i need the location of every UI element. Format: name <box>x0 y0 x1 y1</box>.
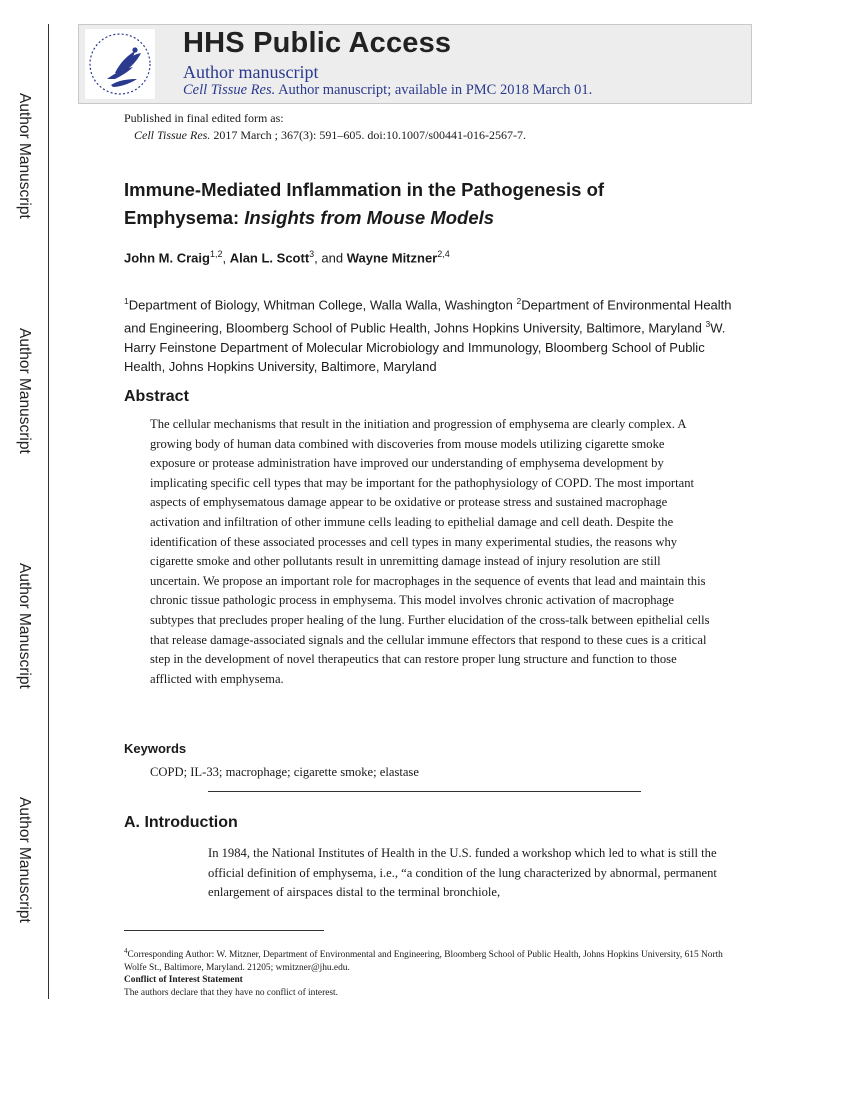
journal-availability <box>183 82 592 99</box>
keywords-body: COPD; IL-33; macrophage; cigarette smoke; elastase <box>150 765 419 779</box>
hhs-eagle-logo-icon <box>85 29 155 99</box>
availability-text: Author manuscript; available in PMC 2018 March 01. <box>275 82 593 98</box>
hhs-header <box>78 24 752 104</box>
abstract-body: The cellular mechanisms that result in the initiation and progression of emphysema are clearly complex. A growing body of human data combined with discoveries from mouse models utilizing cigarette smoke exposure or protease administration have improved our understanding of emphysema development by implicating specific cell types that may be important for the pathophysiology of COPD. The most important aspects of emphysematous damage appear to be oxidative or protease stress and sustained macrophage activation and infiltration of other immune cells leading to epithelial damage and cell death. Despite the identification of these associated processes and cell types in many experimental studies, the reasons why cigarette smoke and other pollutants result in unremitting damage instead of injury resolution are still uncertain. We propose an important role for macrophages in the sequence of events that lead and maintain this chronic tissue pathologic process in emphysema. This model involves chronic activation of macrophage subtypes that precludes proper healing of the lung. Further elucidation of the cross-talk between epithelial cells that release damage-associated signals and the cellular immune effectors that respond to these cues is a critical step in the development of novel therapeutics that can restore proper lung structure and function to those afflicted with emphysema. <box>150 417 710 686</box>
corresponding-author-footnote <box>124 945 724 974</box>
hhs-public-access-title: HHS Public Access <box>183 27 452 59</box>
affil-text: Department of Biology, Whitman College, Walla Walla, Washington <box>128 297 517 313</box>
author-affil-sup: 3 <box>309 249 315 259</box>
journal-abbrev: Cell Tissue Res. <box>183 82 276 98</box>
footnote-marker: 4 <box>124 947 128 955</box>
coi-body: The authors declare that they have no conflict of interest. <box>124 988 338 998</box>
published-citation <box>124 127 526 144</box>
published-citation-text: 2017 March ; 367(3): 591–605. doi:10.1007/s00441-016-2567-7. <box>210 128 526 142</box>
section-divider <box>208 791 641 792</box>
article-title <box>124 176 744 232</box>
affil-text: Department of Environmental Health and Engineering, Bloomberg School of Public Health, Johns Hopkins University, Baltimore, Maryland <box>124 297 732 336</box>
author-manuscript-label: Author manuscript <box>183 62 319 82</box>
published-in <box>124 110 526 144</box>
author-separator: , and <box>314 250 347 266</box>
coi-heading: Conflict of Interest Statement <box>124 975 243 985</box>
published-journal: Cell Tissue Res. <box>134 128 211 142</box>
author-name: Wayne Mitzner <box>346 250 438 266</box>
author-separator: , <box>222 250 230 266</box>
published-label: Published in final edited form as: <box>124 111 284 125</box>
affil-sup: 1 <box>124 296 129 306</box>
introduction-body: In 1984, the National Institutes of Health in the U.S. funded a workshop which led to what is still the official definition of emphysema, i.e., “a condition of the lung characterized by abnormal, permanent enlargement of airspaces distal to the terminal bronchiole, <box>208 846 717 900</box>
author-name: Alan L. Scott <box>229 250 310 266</box>
keywords-heading: Keywords <box>124 741 187 756</box>
author-affil-sup: 1,2 <box>209 249 223 259</box>
author-name: John M. Craig <box>124 250 210 266</box>
affil-sup: 2 <box>516 296 522 306</box>
author-list <box>124 249 450 265</box>
title-italic: Insights from Mouse Models <box>244 207 495 228</box>
affil-sup: 3 <box>705 318 711 329</box>
footnote-divider <box>124 930 324 931</box>
introduction-heading: A. Introduction <box>124 814 238 831</box>
footnote-text: Corresponding Author: W. Mitzner, Department of Environmental and Engineering, Bloomberg School of Public Health, Johns Hopkins University, 615 North Wolfe St., Baltimore, Maryland. 21205; wmitzner@jhu.edu. <box>124 950 723 973</box>
affiliations <box>124 292 734 377</box>
margin-rule <box>48 24 49 999</box>
title-line-2 <box>124 204 744 232</box>
title-plain: Emphysema: <box>124 207 245 228</box>
title-line-1: Immune-Mediated Inflammation in the Pathogenesis of <box>124 179 605 200</box>
affil-text: W. Harry Feinstone Department of Molecular Microbiology and Immunology, Bloomberg School of Public Health, Johns Hopkins University, Baltimore, Maryland <box>124 320 726 375</box>
author-affil-sup: 2,4 <box>437 249 450 259</box>
abstract-heading: Abstract <box>124 388 189 405</box>
